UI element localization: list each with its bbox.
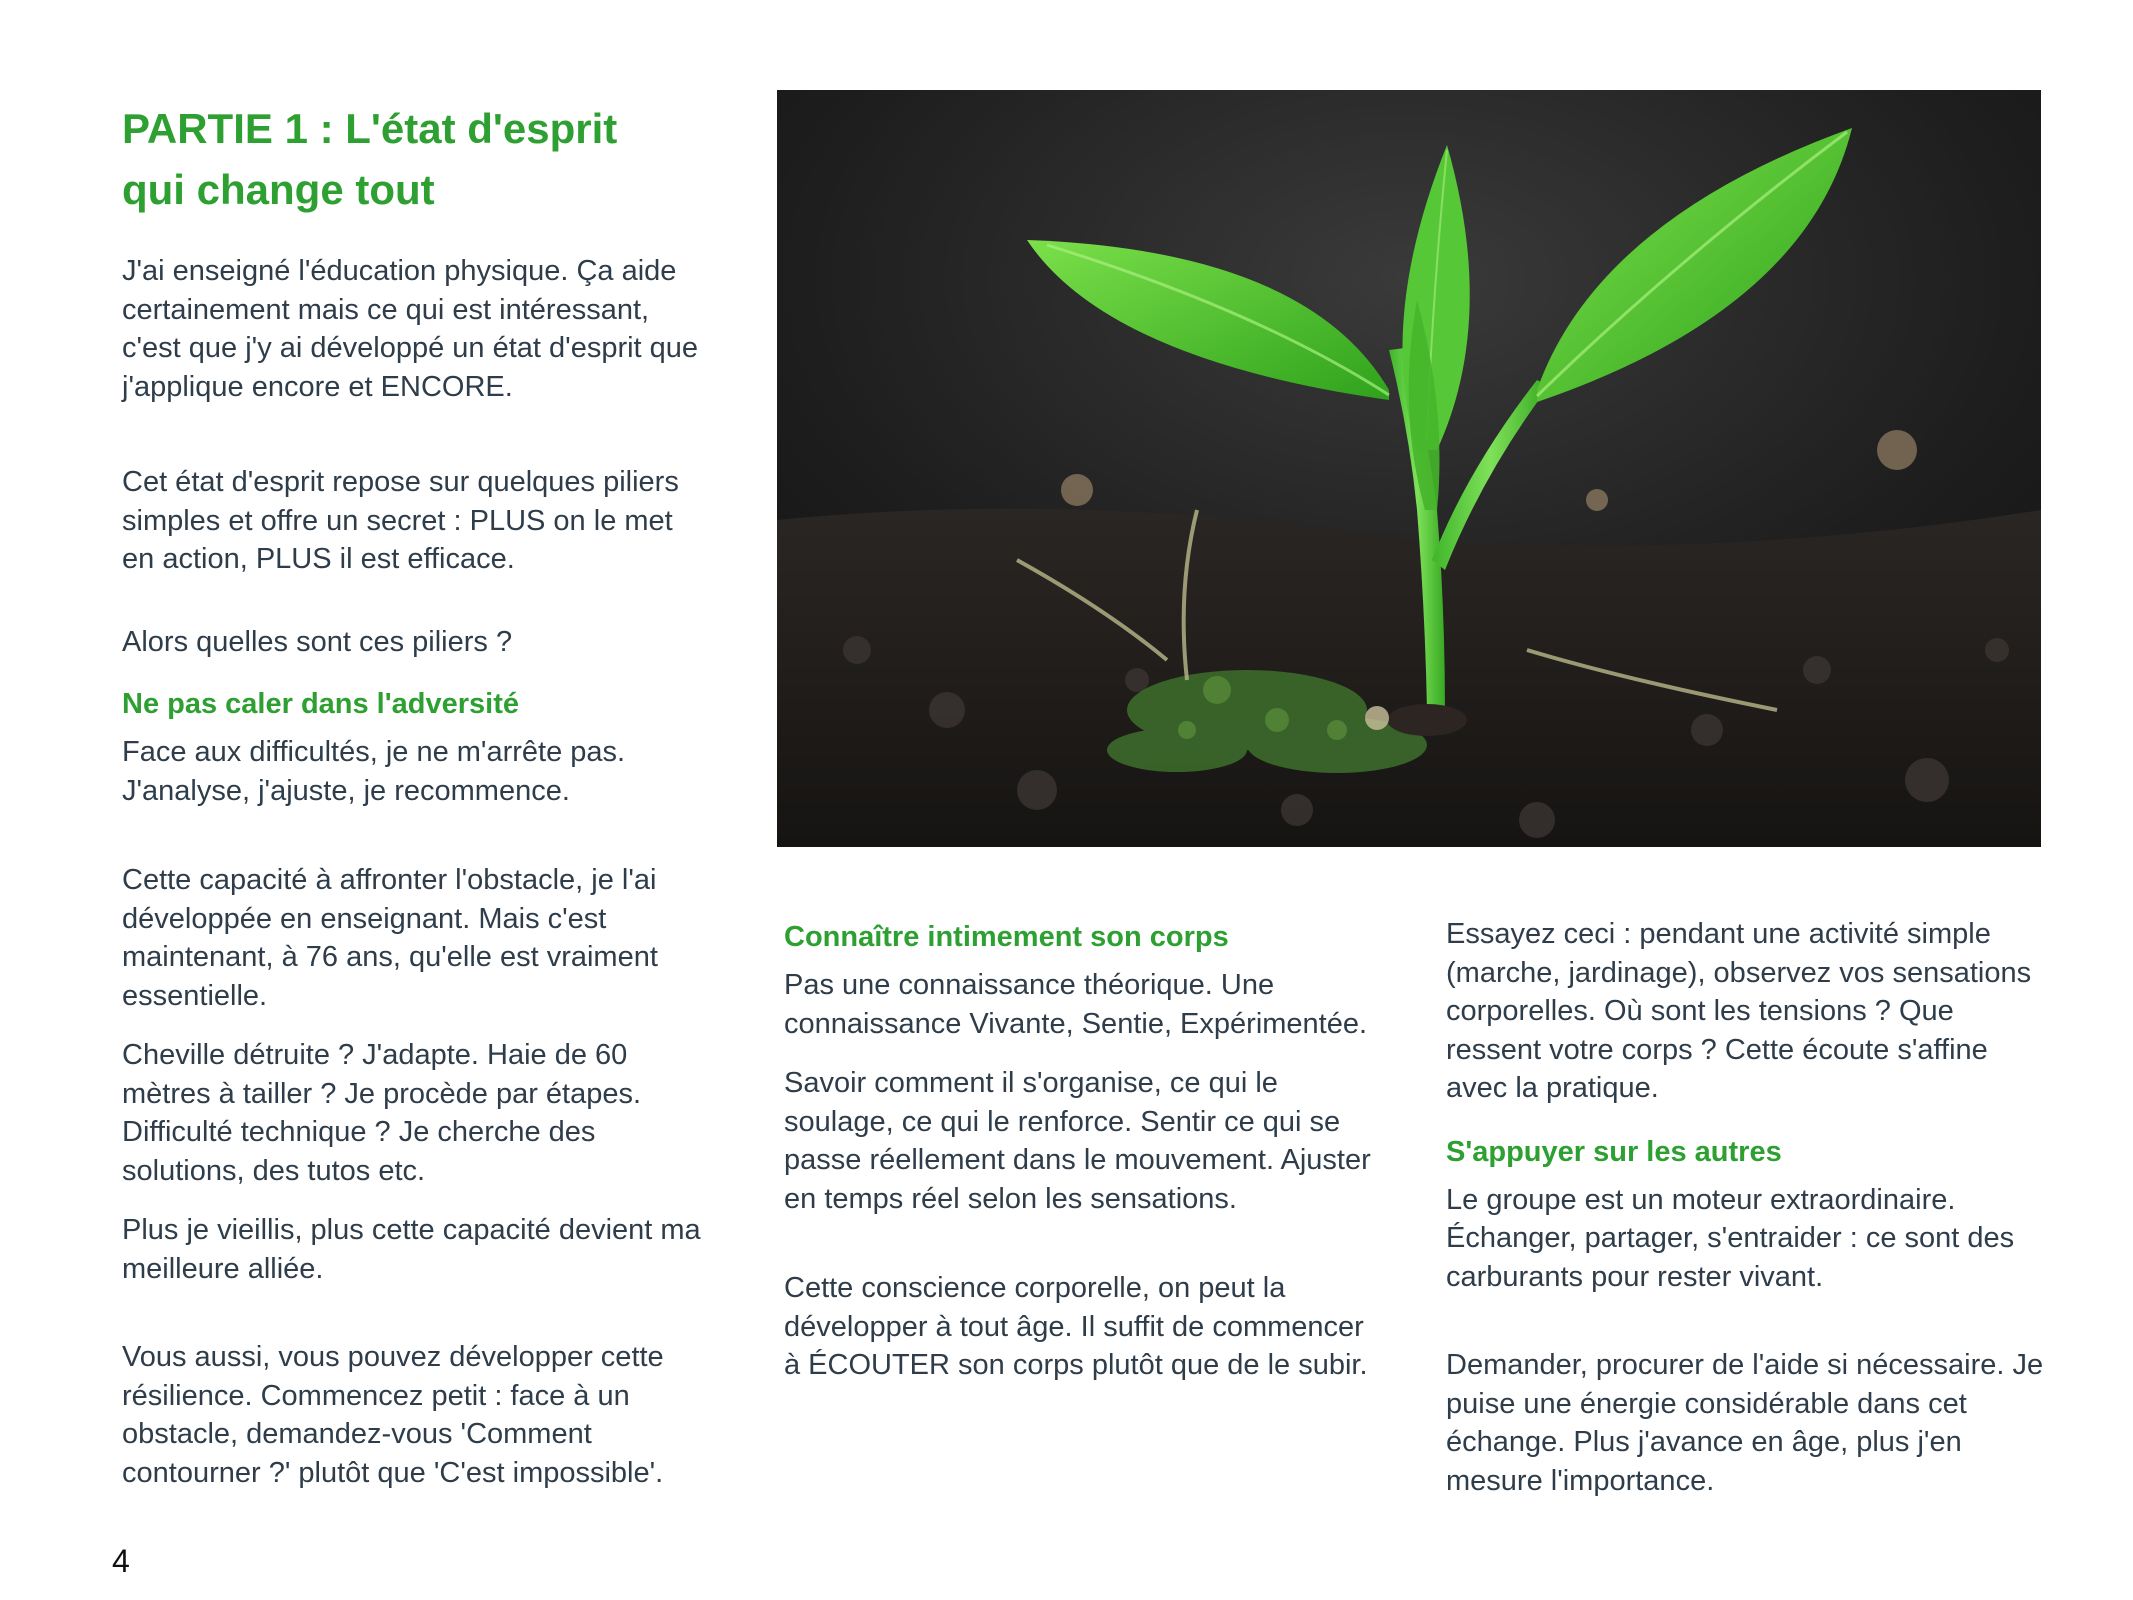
resilience-paragraph: Vous aussi, vous pouvez développer cette résilience. Commencez petit : face à un obstacle, demandez-vous 'Comment contourner ?' plutôt que 'C'est impossible'. <box>122 1341 664 1489</box>
group-paragraph: Le groupe est un moteur extraordinaire. Échanger, partager, s'entraider : ce sont des carburants pour rester vivant. <box>1446 1183 2015 1293</box>
heading-adversity: Ne pas caler dans l'adversité <box>122 688 519 720</box>
page-title-line1: PARTIE 1 : L'état d'esprit <box>122 105 618 152</box>
adversity-paragraph: Face aux difficultés, je ne m'arrête pas. J'analyse, j'ajuste, je recommence. <box>122 736 626 807</box>
sprout-photo <box>777 90 2041 847</box>
page-title-line2: qui change tout <box>122 166 435 213</box>
sprout-illustration <box>777 90 2041 847</box>
ally-paragraph: Plus je vieillis, plus cette capacité devient ma meilleure alliée. <box>122 1214 701 1285</box>
page-title <box>122 98 712 220</box>
teaching-paragraph: Cette capacité à affronter l'obstacle, je l'ai développée en enseignant. Mais c'est maintenant, à 76 ans, qu'elle est vraiment essentielle. <box>122 864 658 1012</box>
body-organisation-paragraph: Savoir comment il s'organise, ce qui le soulage, ce qui le renforce. Sentir ce qui se passe réellement dans le mouvement. Ajuster en temps réel selon les sensations. <box>784 1067 1371 1215</box>
heading-body-knowledge: Connaître intimement son corps <box>784 921 1229 953</box>
mindset-paragraph: Cet état d'esprit repose sur quelques piliers simples et offre un secret : PLUS on le met en action, PLUS il est efficace. <box>122 466 679 575</box>
middle-column <box>784 918 1374 1385</box>
intro-paragraph: J'ai enseigné l'éducation physique. Ça aide certainement mais ce qui est intéressant, c'est que j'y ai développé un état d'esprit que j'applique encore et ENCORE. <box>122 255 699 403</box>
examples-paragraph: Cheville détruite ? J'adapte. Haie de 60 mètres à tailler ? Je procède par étapes. Difficulté technique ? Je cherche des solutions, des tutos etc. <box>122 1039 642 1187</box>
left-column <box>122 98 712 1492</box>
right-column <box>1446 915 2046 1500</box>
exercise-paragraph: Essayez ceci : pendant une activité simple (marche, jardinage), observez vos sensations corporelles. Où sont les tensions ? Que ressent votre corps ? Cette écoute s'affine avec la pratique. <box>1446 918 2032 1104</box>
heading-others: S'appuyer sur les autres <box>1446 1135 1782 1168</box>
page-number: 4 <box>112 1543 130 1579</box>
body-knowledge-paragraph: Pas une connaissance théorique. Une connaissance Vivante, Sentie, Expérimentée. <box>784 969 1368 1040</box>
help-paragraph: Demander, procurer de l'aide si nécessaire. Je puise une énergie considérable dans cet échange. Plus j'avance en âge, plus j'en mesure l'importance. <box>1446 1349 2044 1497</box>
body-awareness-paragraph: Cette conscience corporelle, on peut la développer à tout âge. Il suffit de commencer à ÉCOUTER son corps plutôt que de le subir. <box>784 1272 1368 1381</box>
pillars-question: Alors quelles sont ces piliers ? <box>122 625 513 658</box>
